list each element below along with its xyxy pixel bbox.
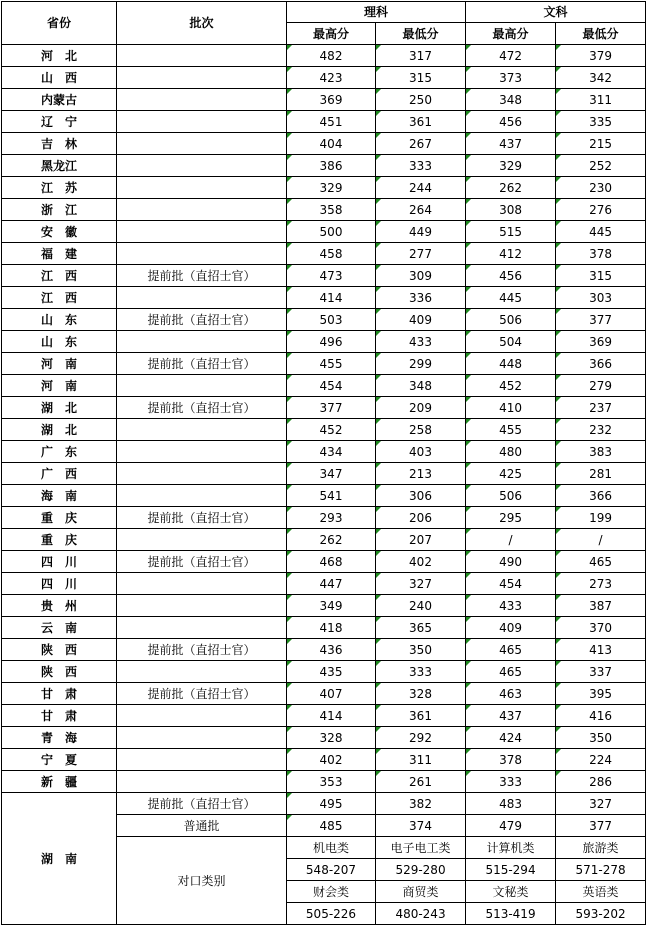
province-cell: 四 川 (2, 573, 117, 595)
science-min-cell: 267 (376, 133, 466, 155)
table-row (2, 551, 646, 573)
province-cell: 河 南 (2, 353, 117, 375)
hunan-regular-arts-max: 479 (466, 815, 556, 837)
batch-cell (117, 45, 287, 67)
arts-min-cell: 370 (556, 617, 646, 639)
hunan-province-cell: 湖 南 (2, 793, 117, 925)
arts-max-cell: 456 (466, 265, 556, 287)
arts-min-cell: 383 (556, 441, 646, 463)
arts-min-cell: 276 (556, 199, 646, 221)
duikou-range-8: 593-202 (556, 903, 646, 925)
arts-max-cell: / (466, 529, 556, 551)
province-cell: 安 徽 (2, 221, 117, 243)
arts-min-cell: 378 (556, 243, 646, 265)
arts-max-cell: 472 (466, 45, 556, 67)
arts-min-cell: 199 (556, 507, 646, 529)
batch-cell (117, 199, 287, 221)
province-cell: 广 西 (2, 463, 117, 485)
batch-cell (117, 771, 287, 793)
batch-cell (117, 463, 287, 485)
province-cell: 贵 州 (2, 595, 117, 617)
province-cell: 辽 宁 (2, 111, 117, 133)
batch-cell (117, 243, 287, 265)
province-cell: 福 建 (2, 243, 117, 265)
science-max-cell: 347 (287, 463, 376, 485)
arts-min-cell: 232 (556, 419, 646, 441)
arts-min-cell: 366 (556, 353, 646, 375)
table-row (2, 485, 646, 507)
table-row (2, 177, 646, 199)
table-row (2, 89, 646, 111)
duikou-range-2: 529-280 (376, 859, 466, 881)
batch-cell (117, 177, 287, 199)
batch-cell: 提前批（直招士官） (117, 265, 287, 287)
science-max-cell: 328 (287, 727, 376, 749)
science-min-cell: 311 (376, 749, 466, 771)
arts-min-cell: 273 (556, 573, 646, 595)
province-cell: 甘 肃 (2, 683, 117, 705)
batch-cell: 提前批（直招士官） (117, 309, 287, 331)
arts-min-cell: 230 (556, 177, 646, 199)
province-cell: 海 南 (2, 485, 117, 507)
science-max-cell: 452 (287, 419, 376, 441)
table-row (2, 771, 646, 793)
science-min-cell: 336 (376, 287, 466, 309)
arts-max-cell: 504 (466, 331, 556, 353)
province-cell: 云 南 (2, 617, 117, 639)
science-min-cell: 402 (376, 551, 466, 573)
province-cell: 重 庆 (2, 507, 117, 529)
science-min-cell: 333 (376, 155, 466, 177)
science-max-cell: 482 (287, 45, 376, 67)
batch-cell (117, 595, 287, 617)
score-table (1, 1, 646, 925)
duikou-range-1: 548-207 (287, 859, 376, 881)
batch-cell (117, 573, 287, 595)
table-row (2, 45, 646, 67)
science-max-cell: 402 (287, 749, 376, 771)
arts-min-cell: 413 (556, 639, 646, 661)
province-cell: 黑龙江 (2, 155, 117, 177)
batch-cell: 提前批（直招士官） (117, 639, 287, 661)
science-max-cell: 451 (287, 111, 376, 133)
arts-max-cell: 454 (466, 573, 556, 595)
province-cell: 宁 夏 (2, 749, 117, 771)
header-science-max: 最高分 (287, 23, 376, 45)
science-min-cell: 299 (376, 353, 466, 375)
table-row (2, 375, 646, 397)
batch-cell: 提前批（直招士官） (117, 507, 287, 529)
arts-max-cell: 295 (466, 507, 556, 529)
arts-min-cell: 279 (556, 375, 646, 397)
table-row (2, 287, 646, 309)
science-min-cell: 261 (376, 771, 466, 793)
batch-cell (117, 485, 287, 507)
province-cell: 内蒙古 (2, 89, 117, 111)
province-cell: 湖 北 (2, 397, 117, 419)
science-max-cell: 435 (287, 661, 376, 683)
science-min-cell: 433 (376, 331, 466, 353)
arts-max-cell: 333 (466, 771, 556, 793)
hunan-early-arts-max: 483 (466, 793, 556, 815)
table-body (2, 45, 646, 793)
table-row (2, 133, 646, 155)
batch-cell (117, 617, 287, 639)
table-row (2, 221, 646, 243)
province-cell: 新 疆 (2, 771, 117, 793)
arts-min-cell: 335 (556, 111, 646, 133)
duikou-category-5: 财会类 (287, 881, 376, 903)
batch-cell (117, 661, 287, 683)
science-min-cell: 361 (376, 111, 466, 133)
table-row (2, 67, 646, 89)
arts-max-cell: 445 (466, 287, 556, 309)
province-cell: 湖 北 (2, 419, 117, 441)
header-arts-max: 最高分 (466, 23, 556, 45)
duikou-category-6: 商贸类 (376, 881, 466, 903)
science-max-cell: 473 (287, 265, 376, 287)
province-cell: 广 东 (2, 441, 117, 463)
science-min-cell: 213 (376, 463, 466, 485)
science-min-cell: 258 (376, 419, 466, 441)
table-row (2, 639, 646, 661)
hunan-early-sci-min: 382 (376, 793, 466, 815)
arts-min-cell: 465 (556, 551, 646, 573)
batch-cell (117, 89, 287, 111)
science-max-cell: 358 (287, 199, 376, 221)
duikou-range-7: 513-419 (466, 903, 556, 925)
hunan-section (2, 793, 646, 925)
arts-min-cell: 369 (556, 331, 646, 353)
batch-cell: 提前批（直招士官） (117, 683, 287, 705)
province-cell: 山 东 (2, 309, 117, 331)
science-min-cell: 240 (376, 595, 466, 617)
science-max-cell: 414 (287, 705, 376, 727)
arts-max-cell: 262 (466, 177, 556, 199)
table-row (2, 749, 646, 771)
hunan-batch-regular: 普通批 (117, 815, 287, 837)
science-min-cell: 333 (376, 661, 466, 683)
province-cell: 山 东 (2, 331, 117, 353)
science-max-cell: 454 (287, 375, 376, 397)
arts-max-cell: 490 (466, 551, 556, 573)
batch-cell: 提前批（直招士官） (117, 353, 287, 375)
table-row (2, 111, 646, 133)
table-row (2, 243, 646, 265)
science-min-cell: 350 (376, 639, 466, 661)
arts-max-cell: 480 (466, 441, 556, 463)
science-max-cell: 455 (287, 353, 376, 375)
arts-max-cell: 437 (466, 705, 556, 727)
science-min-cell: 328 (376, 683, 466, 705)
hunan-batch-early: 提前批（直招士官） (117, 793, 287, 815)
hunan-early-arts-min: 327 (556, 793, 646, 815)
header-province: 省份 (2, 2, 117, 45)
arts-min-cell: 416 (556, 705, 646, 727)
arts-max-cell: 463 (466, 683, 556, 705)
arts-min-cell: 387 (556, 595, 646, 617)
arts-min-cell: 281 (556, 463, 646, 485)
science-min-cell: 449 (376, 221, 466, 243)
arts-min-cell: 286 (556, 771, 646, 793)
arts-max-cell: 433 (466, 595, 556, 617)
duikou-range-3: 515-294 (466, 859, 556, 881)
batch-cell (117, 155, 287, 177)
header-arts: 文科 (466, 2, 646, 23)
science-max-cell: 353 (287, 771, 376, 793)
header-science-min: 最低分 (376, 23, 466, 45)
duikou-category-3: 计算机类 (466, 837, 556, 859)
arts-max-cell: 456 (466, 111, 556, 133)
province-cell: 重 庆 (2, 529, 117, 551)
province-cell: 河 北 (2, 45, 117, 67)
province-cell: 江 苏 (2, 177, 117, 199)
arts-max-cell: 425 (466, 463, 556, 485)
header-science: 理科 (287, 2, 466, 23)
science-min-cell: 250 (376, 89, 466, 111)
science-min-cell: 315 (376, 67, 466, 89)
province-cell: 陕 西 (2, 661, 117, 683)
duikou-category-8: 英语类 (556, 881, 646, 903)
hunan-duikou-label: 对口类别 (117, 837, 287, 925)
table-row (2, 199, 646, 221)
arts-max-cell: 465 (466, 639, 556, 661)
science-min-cell: 327 (376, 573, 466, 595)
table-row (2, 683, 646, 705)
arts-min-cell: 237 (556, 397, 646, 419)
arts-max-cell: 410 (466, 397, 556, 419)
science-min-cell: 309 (376, 265, 466, 287)
science-max-cell: 418 (287, 617, 376, 639)
hunan-regular-sci-min: 374 (376, 815, 466, 837)
arts-min-cell: 342 (556, 67, 646, 89)
arts-min-cell: 311 (556, 89, 646, 111)
science-min-cell: 361 (376, 705, 466, 727)
arts-min-cell: 379 (556, 45, 646, 67)
table-row (2, 353, 646, 375)
duikou-category-2: 电子电工类 (376, 837, 466, 859)
arts-min-cell: 315 (556, 265, 646, 287)
arts-max-cell: 506 (466, 309, 556, 331)
table-row (2, 463, 646, 485)
science-min-cell: 403 (376, 441, 466, 463)
science-min-cell: 244 (376, 177, 466, 199)
arts-max-cell: 378 (466, 749, 556, 771)
science-max-cell: 423 (287, 67, 376, 89)
arts-max-cell: 424 (466, 727, 556, 749)
duikou-range-4: 571-278 (556, 859, 646, 881)
batch-cell: 提前批（直招士官） (117, 397, 287, 419)
arts-min-cell: 395 (556, 683, 646, 705)
batch-cell (117, 221, 287, 243)
table-row (2, 661, 646, 683)
science-max-cell: 447 (287, 573, 376, 595)
science-min-cell: 277 (376, 243, 466, 265)
province-cell: 河 南 (2, 375, 117, 397)
science-max-cell: 386 (287, 155, 376, 177)
table-row (2, 419, 646, 441)
arts-min-cell: / (556, 529, 646, 551)
table-row (2, 331, 646, 353)
province-cell: 浙 江 (2, 199, 117, 221)
arts-max-cell: 412 (466, 243, 556, 265)
province-cell: 山 西 (2, 67, 117, 89)
table-row (2, 441, 646, 463)
table-row (2, 617, 646, 639)
arts-max-cell: 506 (466, 485, 556, 507)
batch-cell (117, 705, 287, 727)
batch-cell (117, 331, 287, 353)
table-row (2, 265, 646, 287)
province-cell: 陕 西 (2, 639, 117, 661)
hunan-early-sci-max: 495 (287, 793, 376, 815)
arts-max-cell: 437 (466, 133, 556, 155)
table-row (2, 397, 646, 419)
arts-min-cell: 377 (556, 309, 646, 331)
arts-max-cell: 452 (466, 375, 556, 397)
header-batch: 批次 (117, 2, 287, 45)
arts-min-cell: 350 (556, 727, 646, 749)
province-cell: 青 海 (2, 727, 117, 749)
province-cell: 吉 林 (2, 133, 117, 155)
science-max-cell: 458 (287, 243, 376, 265)
arts-max-cell: 348 (466, 89, 556, 111)
arts-min-cell: 252 (556, 155, 646, 177)
batch-cell (117, 287, 287, 309)
arts-min-cell: 337 (556, 661, 646, 683)
table-row (2, 155, 646, 177)
header-arts-min: 最低分 (556, 23, 646, 45)
arts-max-cell: 308 (466, 199, 556, 221)
arts-max-cell: 455 (466, 419, 556, 441)
table-row (2, 529, 646, 551)
duikou-range-6: 480-243 (376, 903, 466, 925)
science-min-cell: 292 (376, 727, 466, 749)
science-max-cell: 407 (287, 683, 376, 705)
batch-cell (117, 111, 287, 133)
science-max-cell: 503 (287, 309, 376, 331)
science-min-cell: 317 (376, 45, 466, 67)
batch-cell (117, 375, 287, 397)
hunan-regular-arts-min: 377 (556, 815, 646, 837)
science-max-cell: 377 (287, 397, 376, 419)
arts-min-cell: 303 (556, 287, 646, 309)
table-row (2, 309, 646, 331)
science-max-cell: 414 (287, 287, 376, 309)
science-min-cell: 365 (376, 617, 466, 639)
batch-cell (117, 529, 287, 551)
batch-cell (117, 749, 287, 771)
table-row (2, 595, 646, 617)
science-min-cell: 306 (376, 485, 466, 507)
science-max-cell: 541 (287, 485, 376, 507)
duikou-range-5: 505-226 (287, 903, 376, 925)
science-min-cell: 409 (376, 309, 466, 331)
science-max-cell: 496 (287, 331, 376, 353)
table-row (2, 573, 646, 595)
science-max-cell: 262 (287, 529, 376, 551)
arts-max-cell: 409 (466, 617, 556, 639)
arts-max-cell: 448 (466, 353, 556, 375)
science-max-cell: 434 (287, 441, 376, 463)
science-max-cell: 468 (287, 551, 376, 573)
science-min-cell: 209 (376, 397, 466, 419)
arts-max-cell: 515 (466, 221, 556, 243)
province-cell: 甘 肃 (2, 705, 117, 727)
province-cell: 四 川 (2, 551, 117, 573)
batch-cell (117, 441, 287, 463)
science-max-cell: 436 (287, 639, 376, 661)
arts-max-cell: 329 (466, 155, 556, 177)
science-min-cell: 264 (376, 199, 466, 221)
duikou-category-4: 旅游类 (556, 837, 646, 859)
science-max-cell: 404 (287, 133, 376, 155)
batch-cell (117, 67, 287, 89)
batch-cell (117, 419, 287, 441)
hunan-regular-sci-max: 485 (287, 815, 376, 837)
science-min-cell: 207 (376, 529, 466, 551)
table-row (2, 727, 646, 749)
duikou-category-1: 机电类 (287, 837, 376, 859)
arts-min-cell: 215 (556, 133, 646, 155)
science-min-cell: 348 (376, 375, 466, 397)
province-cell: 江 西 (2, 287, 117, 309)
arts-max-cell: 465 (466, 661, 556, 683)
science-max-cell: 500 (287, 221, 376, 243)
arts-min-cell: 366 (556, 485, 646, 507)
science-max-cell: 369 (287, 89, 376, 111)
table-row (2, 507, 646, 529)
duikou-category-7: 文秘类 (466, 881, 556, 903)
science-max-cell: 349 (287, 595, 376, 617)
province-cell: 江 西 (2, 265, 117, 287)
batch-cell (117, 727, 287, 749)
arts-max-cell: 373 (466, 67, 556, 89)
science-min-cell: 206 (376, 507, 466, 529)
batch-cell (117, 133, 287, 155)
science-max-cell: 329 (287, 177, 376, 199)
arts-min-cell: 445 (556, 221, 646, 243)
arts-min-cell: 224 (556, 749, 646, 771)
table-row (2, 705, 646, 727)
science-max-cell: 293 (287, 507, 376, 529)
batch-cell: 提前批（直招士官） (117, 551, 287, 573)
